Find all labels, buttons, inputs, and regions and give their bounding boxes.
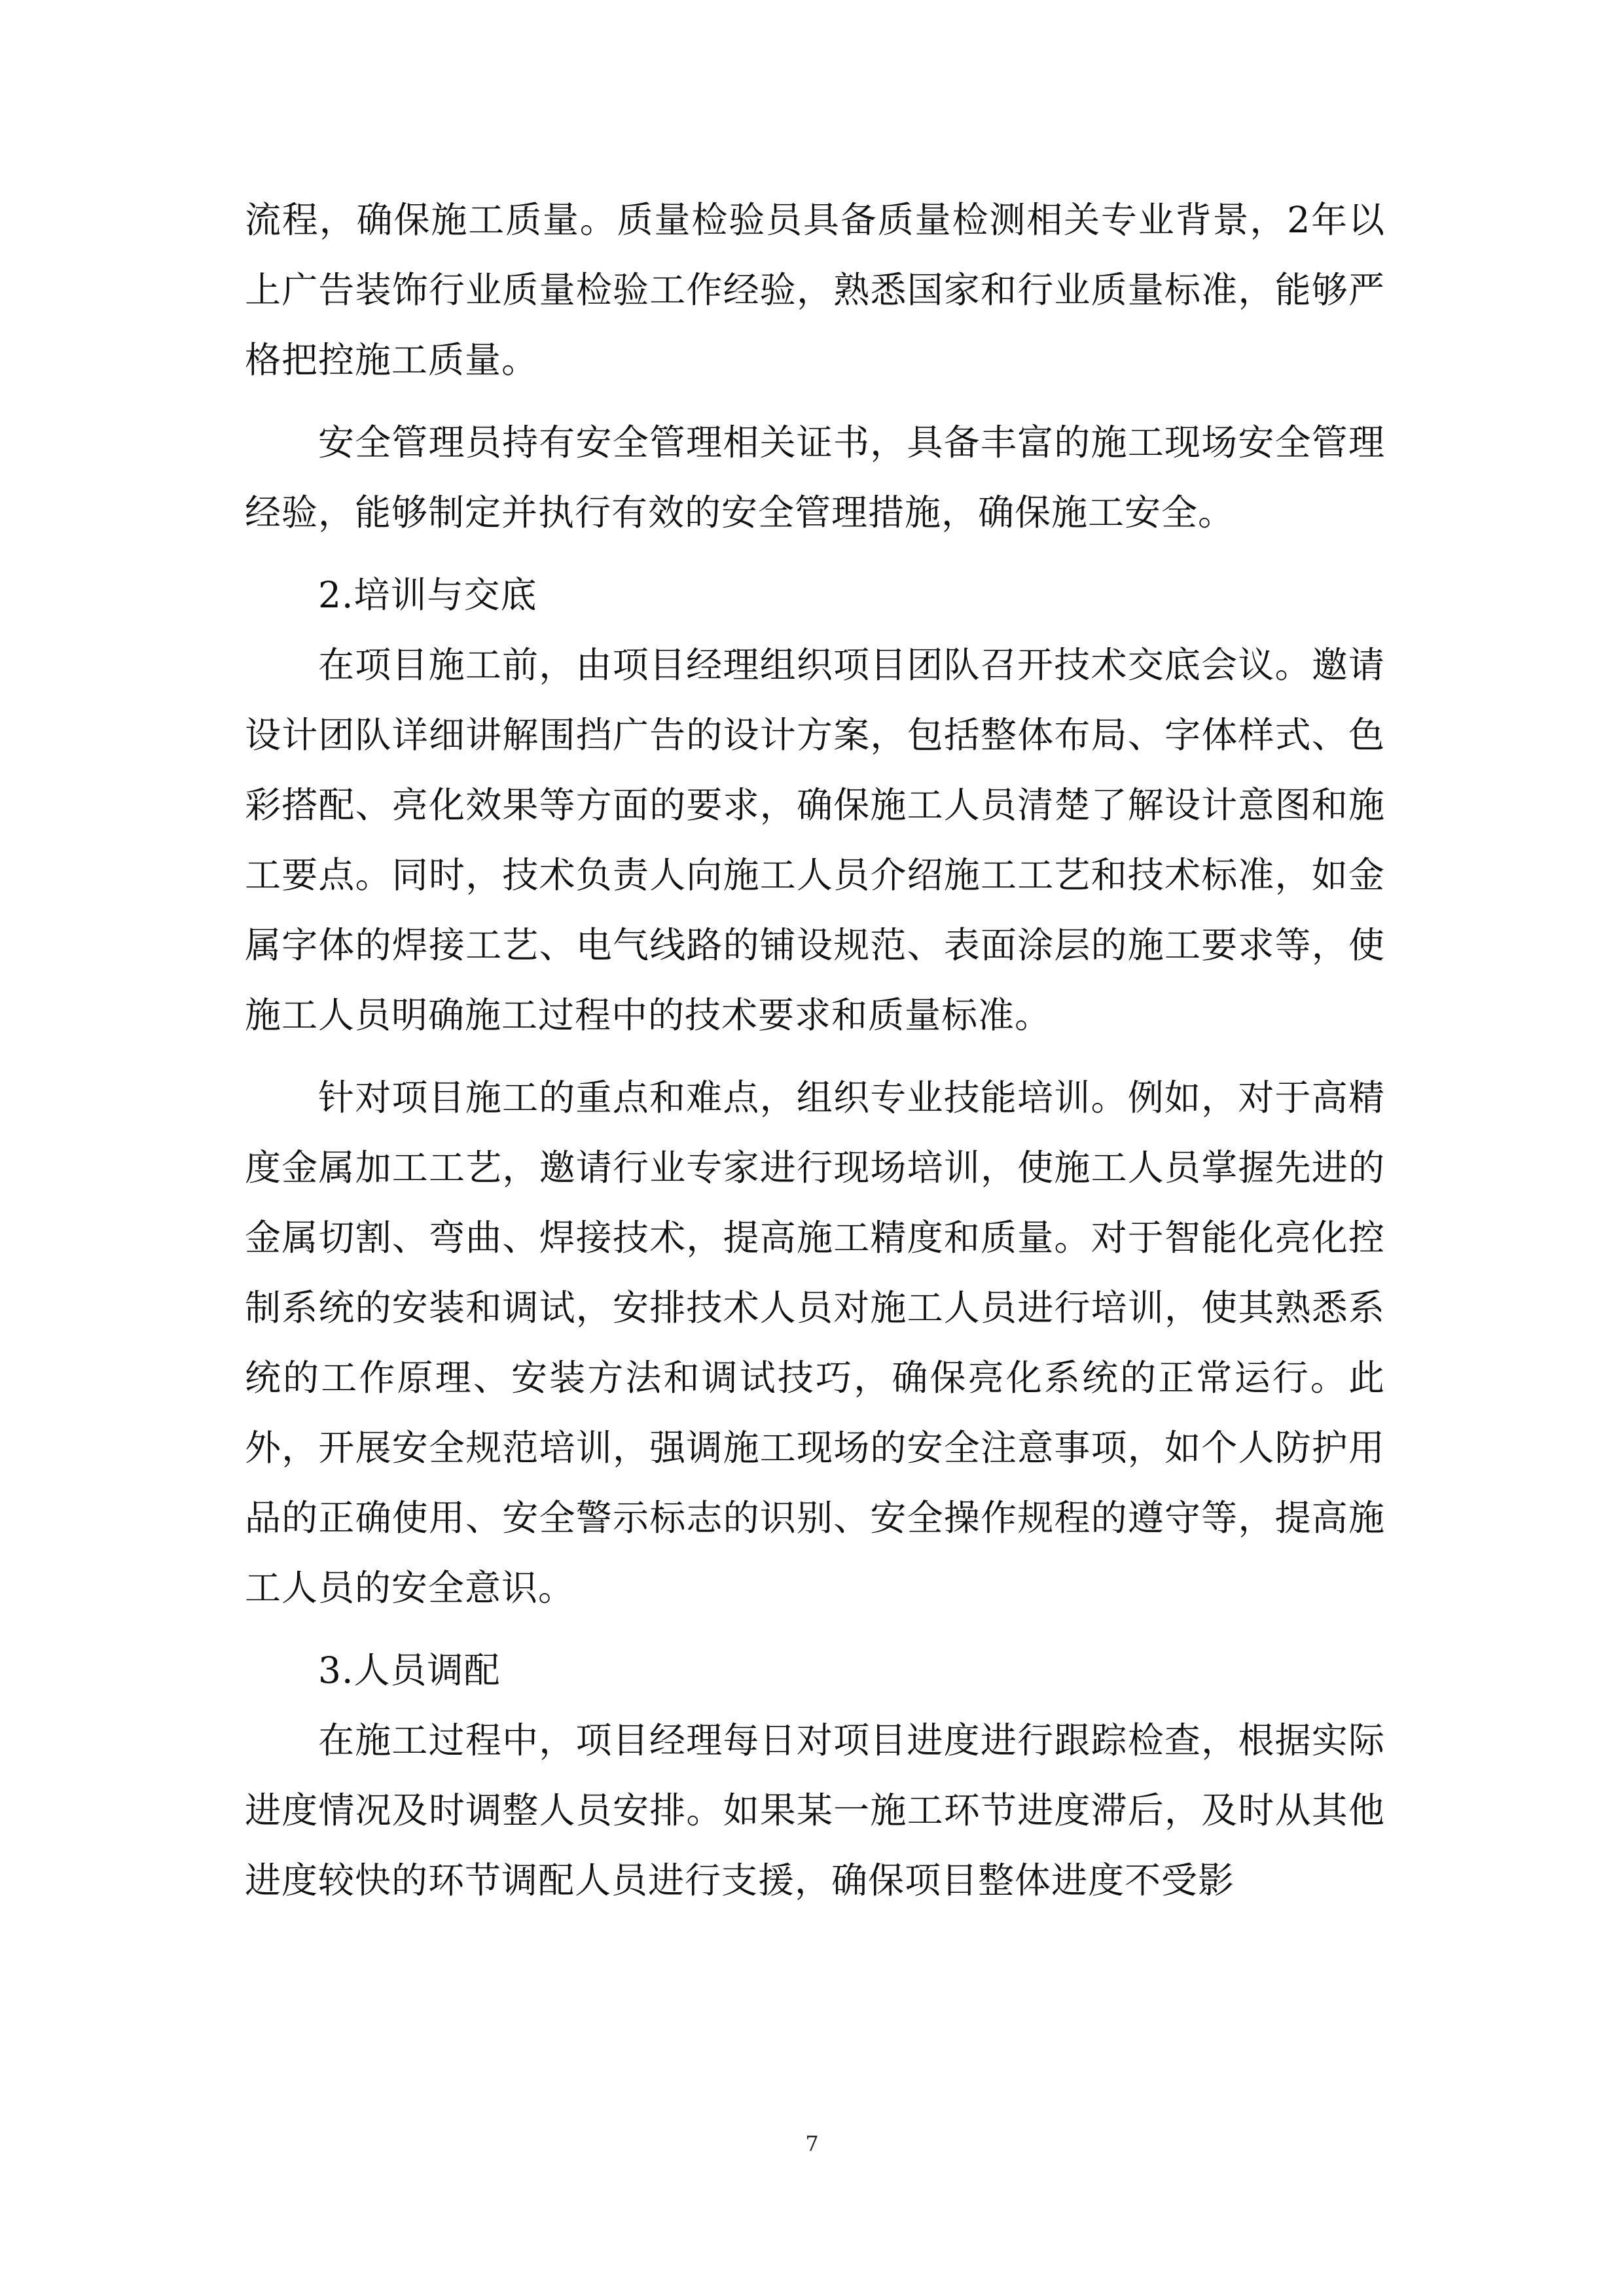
section-heading-training: 2.培训与交底 <box>318 574 537 616</box>
paragraph-technical-briefing: 在项目施工前，由项目经理组织项目团队召开技术交底会议。邀请设计团队详细讲解围挡广告的设计方案，包括整体布局、字体样式、色彩搭配、亮化效果等方面的要求，确保施工人员清楚了解设计意图和施工要点。同时，技术负责人向施工人员介绍施工工艺和技术标准，如金属字体的焊接工艺、电气线路的铺设规范、表面涂层的施工要求等，使施工人员明确施工过程中的技术要求和质量标准。 <box>245 644 1385 1036</box>
page-number: 7 <box>805 2131 819 2156</box>
paragraph-continuation: 流程，确保施工质量。质量检验员具备质量检测相关专业背景，2年以上广告装饰行业质量检验工作经验，熟悉国家和行业质量标准，能够严格把控施工质量。 <box>245 199 1385 381</box>
section-heading-staffing: 3.人员调配 <box>318 1649 501 1691</box>
document-body <box>245 185 1385 1916</box>
paragraph-safety-manager: 安全管理员持有安全管理相关证书，具备丰富的施工现场安全管理经验，能够制定并执行有效的安全管理措施，确保施工安全。 <box>245 422 1385 533</box>
paragraph-skills-training: 针对项目施工的重点和难点，组织专业技能培训。例如，对于高精度金属加工工艺，邀请行业专家进行现场培训，使施工人员掌握先进的金属切割、弯曲、焊接技术，提高施工精度和质量。对于智能化亮化控制系统的安装和调试，安排技术人员对施工人员进行培训，使其熟悉系统的工作原理、安装方法和调试技巧，确保亮化系统的正常运行。此外，开展安全规范培训，强调施工现场的安全注意事项，如个人防护用品的正确使用、安全警示标志的识别、安全操作规程的遵守等，提高施工人员的安全意识。 <box>245 1077 1385 1609</box>
paragraph-staff-allocation: 在施工过程中，项目经理每日对项目进度进行跟踪检查，根据实际进度情况及时调整人员安排。如果某一施工环节进度滞后，及时从其他进度较快的环节调配人员进行支援，确保项目整体进度不受影 <box>245 1719 1385 1901</box>
